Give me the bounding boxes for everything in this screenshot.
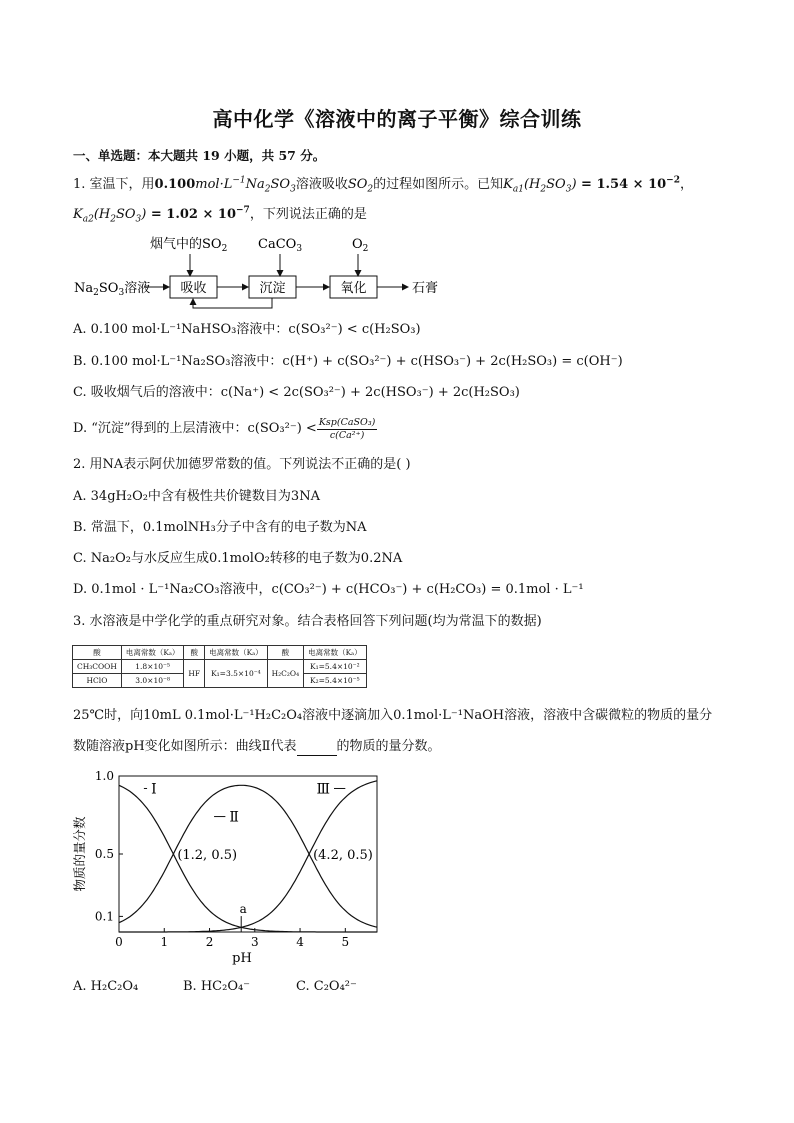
q1-ka2: K: [73, 207, 83, 222]
table-header-row: [73, 646, 367, 660]
series-label: Ⅱ: [229, 809, 239, 826]
table-cell-ka: K₁=3.5×10⁻⁴: [205, 660, 268, 688]
q1-option-d-text: D. “沉淀”得到的上层清液中：c(SO₃²⁻) <: [73, 421, 317, 436]
ionization-constant-table: [72, 645, 367, 688]
q1-so: SO: [270, 177, 291, 192]
q1-option-d-fraction: [317, 417, 378, 442]
x-tick-label: 2: [205, 935, 214, 949]
point-a-label: a: [239, 902, 247, 917]
crossing-point-label: (4.2, 0.5): [313, 848, 373, 863]
flow-box-oxidize-label: 氧化: [340, 281, 367, 296]
chart-y-axis-label: 物质的量分数: [72, 816, 87, 892]
series-label: Ⅰ: [151, 781, 157, 798]
table-cell-acid: H₂C₂O₄: [267, 660, 303, 688]
table-cell-ka: K₂=5.4×10⁻⁵: [304, 674, 367, 688]
q3-sub-line2: [73, 738, 441, 756]
q1-end: ，: [679, 177, 693, 192]
page-title: 高中化学《溶液中的离子平衡》综合训练: [212, 107, 582, 131]
q3-option-a: A. H₂C₂O₄: [73, 979, 139, 994]
answer-blank: [297, 743, 337, 756]
y-tick-label: 0.5: [94, 847, 114, 861]
q1-option-c: C. 吸收烟气后的溶液中：c(Na⁺) < 2c(SO₃²⁻) + 2c(HSO₃⁻) + 2c(H₂SO₃): [73, 385, 520, 400]
q1-ka2-arg2: SO: [115, 207, 136, 222]
flow-return-arrow: [193, 298, 272, 308]
series-label: Ⅲ: [316, 781, 330, 798]
table-cell-ka: 3.0×10⁻⁸: [121, 674, 184, 688]
q1-so2: SO: [347, 177, 368, 192]
q1-ka2-val: = 1.02 × 10: [146, 207, 237, 222]
q2-option-a: A. 34gH₂O₂中含有极性共价键数目为3NA: [73, 489, 320, 504]
table-cell-ka: 1.8×10⁻⁵: [121, 660, 184, 674]
q2-option-b: B. 常温下，0.1molNH₃分子中含有的电子数为NA: [73, 520, 367, 535]
q1-ka2-sub: a2: [82, 214, 94, 225]
table-header-acid: 酸: [267, 646, 303, 660]
y-tick-label: 1.0: [94, 769, 114, 783]
q1-stem-line2: $K_{a2}(H_2SO_3) = 1.02 \times 10^{-7}$，下列说法正确的是: [73, 205, 367, 225]
q3-option-b: B. HC₂O₄⁻: [183, 979, 251, 994]
process-flow-diagram: [70, 232, 470, 312]
table-header-ka: 电离常数（Kₐ）: [205, 646, 268, 660]
table-row: [73, 660, 367, 674]
q3-sub-line2-post: 的物质的量分数。: [336, 739, 441, 754]
crossing-point-label: (1.2, 0.5): [177, 848, 238, 863]
table-cell-ka: K₁=5.4×10⁻²: [304, 660, 367, 674]
q1-option-d-numerator: Ksp(CaSO₃): [318, 416, 376, 428]
q3-stem: 3. 水溶液是中学化学的重点研究对象。结合表格回答下列问题(均为常温下的数据): [73, 614, 542, 629]
flow-start-na2so3: $Na_2SO_3$溶液: [74, 281, 151, 298]
q1-ka2-arg3: ): [141, 207, 147, 222]
x-tick-label: 0: [115, 935, 123, 949]
q1-stem-pre: 1. 室温下，用: [73, 177, 155, 192]
y-tick-label: 0.1: [94, 909, 114, 924]
chart-x-axis-label: pH: [232, 951, 252, 966]
q1-ka-val: = 1.54 × 10: [576, 177, 667, 192]
q3-option-c: C. C₂O₄²⁻: [296, 979, 357, 994]
flow-box-absorb-label: 吸收: [180, 281, 207, 296]
q1-option-b: B. 0.100 mol·L⁻¹Na₂SO₃溶液中：c(H⁺) + c(SO₃²⁻) + c(HSO₃⁻) + 2c(H₂SO₃) = c(OH⁻): [73, 354, 623, 369]
table-cell-acid: HF: [184, 660, 205, 688]
q1-ka-exp: −2: [666, 175, 680, 186]
q1-ka-arg2: SO: [546, 177, 566, 192]
q1-option-a: A. 0.100 mol·L⁻¹NaHSO₃溶液中：c(SO₃²⁻) < c(H₂SO₃): [73, 322, 421, 337]
x-tick-label: 1: [160, 935, 169, 949]
x-tick-label: 4: [296, 935, 304, 949]
flow-input-o2: $O_2$: [352, 237, 369, 254]
q1-mid4: 的过程如图所示。已知: [373, 177, 504, 192]
q2-stem: 2. 用NA表示阿伏加德罗常数的值。下列说法不正确的是( ): [73, 457, 411, 472]
q1-option-d: [73, 412, 377, 446]
q1-stem-line1: 1. 室温下，用$0.100mol\cdot L^{-1}Na_2SO_3$溶液吸收$SO_2$的过程如图所示。已知$K_{a1}(H_2SO_3) = 1.54 \times 10^{-2}$，: [73, 175, 693, 195]
q3-sub-line1: 25℃时，向10mL 0.1mol·L⁻¹H₂C₂O₄溶液中逐滴加入0.1mol·L⁻¹NaOH溶液，溶液中含碳微粒的物质的量分: [73, 708, 713, 723]
q1-ka-arg: (H: [523, 177, 541, 192]
q1-ka2-arg: (H: [93, 207, 111, 222]
x-tick-label: 5: [341, 935, 350, 949]
q2-option-d: D. 0.1mol · L⁻¹Na₂CO₃溶液中，c(CO₃²⁻) + c(HCO₃⁻) + c(H₂CO₃) = 0.1mol · L⁻¹: [73, 582, 584, 597]
flow-box-precipitate-label: 沉淀: [259, 281, 286, 296]
table-cell-acid: CH₃COOH: [73, 660, 122, 674]
table-header-acid: 酸: [73, 646, 122, 660]
section-heading: 一、单选题：本大题共 19 小题，共 57 分。: [73, 148, 326, 163]
q2-option-c: C. Na₂O₂与水反应生成0.1molO₂转移的电子数为0.2NA: [73, 551, 403, 566]
q1-mid3: 溶液吸收: [295, 177, 348, 192]
q1-option-d-denominator: c(Ca²⁺): [329, 429, 365, 441]
table-header-acid: 酸: [184, 646, 205, 660]
q1-na: Na: [245, 177, 265, 192]
q1-ka-sub: a1: [512, 184, 524, 195]
table-cell-acid: HClO: [73, 674, 122, 688]
distribution-chart: [60, 762, 390, 972]
q1-unit: mol·L: [195, 177, 233, 192]
flow-input-flue-gas: 烟气中的$SO_2$: [150, 237, 228, 254]
q3-sub-line2-pre: 数随溶液pH变化如图所示：曲线Ⅱ代表: [73, 739, 297, 754]
x-tick-label: 3: [250, 935, 259, 949]
table-header-ka: 电离常数（Kₐ）: [121, 646, 184, 660]
table-header-ka: 电离常数（Kₐ）: [304, 646, 367, 660]
q1-ka: K: [503, 177, 513, 192]
q1-end2: ，下列说法正确的是: [249, 207, 367, 222]
q1-ka-arg3: ): [571, 177, 577, 192]
q1-ka2-exp: −7: [236, 205, 250, 216]
flow-end-gypsum: 石膏: [412, 281, 439, 296]
flow-input-caco3: CaCO$_3$: [258, 237, 303, 254]
q1-conc: 0.100: [154, 177, 196, 192]
